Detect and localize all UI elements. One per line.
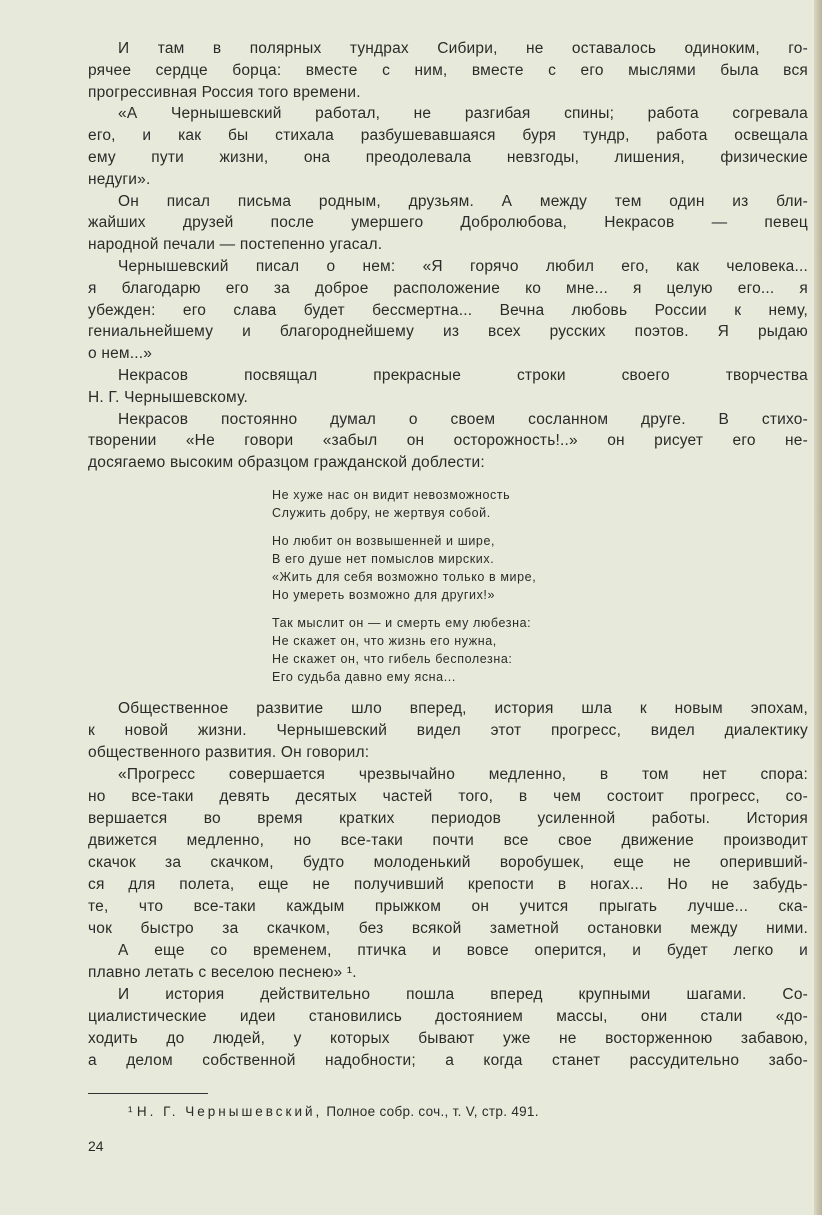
text-line: жайших друзей после умершего Добролюбова, Некрасов — певец <box>88 214 808 232</box>
text-line: но все-таки девять десятых частей того, в чем состоит прогресс, со- <box>88 788 808 805</box>
text-line: а делом собственной надобности; а когда станет рассудительно забо- <box>88 1052 808 1069</box>
text-block-1 <box>88 38 808 474</box>
poem-line: Не хуже нас он видит невозможность <box>272 488 511 502</box>
text-line: чок быстро за скачком, без всякой заметной остановки между ними. <box>88 920 808 937</box>
text-line: недуги». <box>88 170 151 188</box>
text-line: скачок за скачком, будто молоденький воробушек, еще не оперивший- <box>88 854 808 871</box>
text-line: досягаемо высоким образцом гражданской доблести: <box>88 454 485 472</box>
poem-quote <box>272 486 536 686</box>
poem-line: Так мыслит он — и смерть ему любезна: <box>272 616 532 630</box>
poem-line: В его душе нет помыслов мирских. <box>272 552 495 566</box>
text-line: ему пути жизни, она преодолевала невзгоды, лишения, физические <box>88 148 808 166</box>
text-line: Некрасов посвящал прекрасные строки своего творчества <box>118 366 808 384</box>
poem-line: Но любит он возвышенней и шире, <box>272 534 496 548</box>
footnote <box>128 1104 539 1119</box>
text-line: Некрасов постоянно думал о своем сосланном друге. В стихо- <box>118 410 808 428</box>
text-line: И история действительно пошла вперед крупными шагами. Со- <box>118 986 808 1003</box>
text-line: циалистические идеи становились достоянием массы, они стали «до- <box>88 1008 808 1025</box>
text-line: движется медленно, но все-таки почти все свое движение производит <box>88 832 808 849</box>
text-line: о нем...» <box>88 345 153 363</box>
footnote-author: Н. Г. Чернышевский, <box>136 1104 323 1119</box>
poem-line: Его судьба давно ему ясна... <box>272 670 456 684</box>
text-line: к новой жизни. Чернышевский видел этот прогресс, видел диалектику <box>88 722 808 739</box>
text-line: прогрессивная Россия того времени. <box>88 83 361 101</box>
poem-stanza <box>272 532 536 604</box>
poem-line: Служить добру, не жертвуя собой. <box>272 506 491 520</box>
text-line: вершается во время кратких периодов усиленной работы. История <box>88 810 808 827</box>
text-line: ся для полета, еще не получивший крепости в ногах... Но не забудь- <box>88 876 808 893</box>
page-edge <box>814 0 822 1215</box>
poem-stanza <box>272 614 536 686</box>
poem-line: Не скажет он, что гибель бесполезна: <box>272 652 513 666</box>
poem-stanza <box>272 486 536 522</box>
text-line: Общественное развитие шло вперед, история шла к новым эпохам, <box>118 700 808 717</box>
text-line: А еще со временем, птичка и вовсе оперится, и будет легко и <box>118 942 808 959</box>
text-line: «Прогресс совершается чрезвычайно медленно, в том нет спора: <box>118 766 808 783</box>
text-line: Н. Г. Чернышевскому. <box>88 388 248 406</box>
poem-line: Не скажет он, что жизнь его нужна, <box>272 634 497 648</box>
text-line: «А Чернышевский работал, не разгибая спины; работа согревала <box>118 105 808 123</box>
text-line: я благодарю его за доброе расположение ко мне... я целую его... я <box>88 279 808 297</box>
text-line: ходить до людей, у которых бывают уже не восторженною забавою, <box>88 1030 808 1047</box>
text-line: те, что все-таки каждым прыжком он учится прыгать лучше... ска- <box>88 898 808 915</box>
text-line: его, и как бы стихала разбушевавшаяся буря тундр, работа освещала <box>88 127 808 145</box>
footnote-source: Полное собр. соч., т. V, стр. 491. <box>326 1104 539 1119</box>
text-line: народной печали — постепенно угасал. <box>88 236 383 254</box>
poem-line: Но умереть возможно для других!» <box>272 588 496 602</box>
text-line: убежден: его слава будет бессмертна... Вечна любовь России к нему, <box>88 301 808 319</box>
page-number: 24 <box>88 1138 104 1154</box>
text-line: Чернышевский писал о нем: «Я горячо любил его, как человека... <box>118 257 808 275</box>
text-line: рячее сердце борца: вместе с ним, вместе с его мыслями была вся <box>88 61 808 79</box>
footnote-rule <box>88 1093 208 1094</box>
text-line: общественного развития. Он говорил: <box>88 744 370 761</box>
text-line: плавно летать с веселою песнею» ¹. <box>88 964 357 981</box>
text-line: творении «Не говори «забыл он осторожность!..» он рисует его не- <box>88 432 808 450</box>
text-block-2 <box>88 698 808 1072</box>
text-line: Он писал письма родным, друзьям. А между тем один из бли- <box>118 192 808 210</box>
text-line: И там в полярных тундрах Сибири, не оставалось одиноким, го- <box>118 40 808 57</box>
poem-line: «Жить для себя возможно только в мире, <box>272 570 537 584</box>
text-line: гениальнейшему и благороднейшему из всех русских поэтов. Я рыдаю <box>88 323 808 341</box>
footnote-mark: ¹ <box>128 1104 133 1119</box>
